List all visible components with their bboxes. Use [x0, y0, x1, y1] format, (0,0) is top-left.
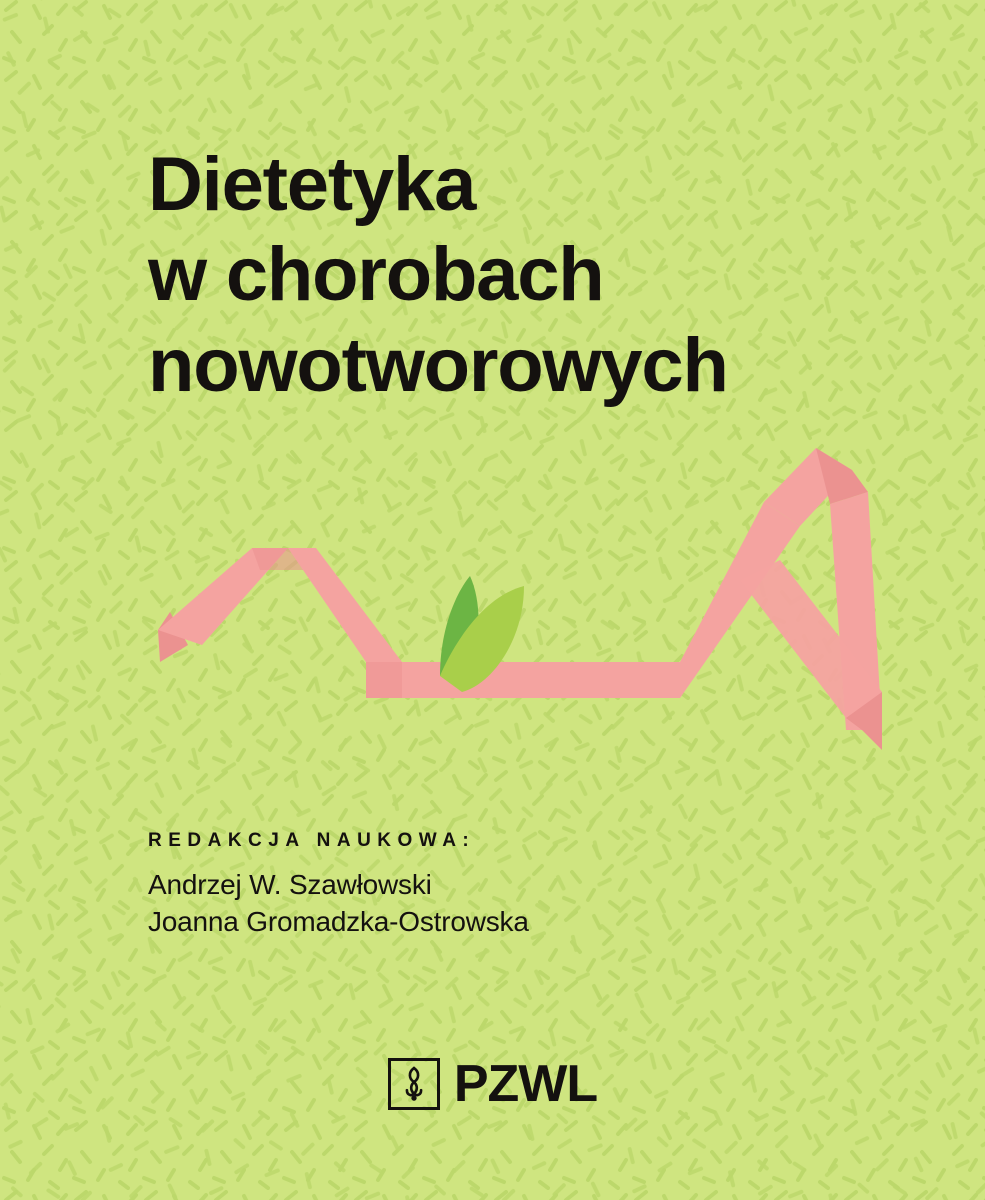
- editor-name-2: Joanna Gromadzka-Ostrowska: [148, 906, 529, 938]
- publisher-logo: [0, 1055, 985, 1113]
- title-line-2: w chorobach: [148, 232, 604, 318]
- title-line-1: Dietetyka: [148, 142, 476, 227]
- credits-label: REDAKCJA NAUKOWA:: [148, 830, 476, 851]
- title-line-3: nowotworowych: [148, 322, 728, 408]
- pzwl-emblem-icon: [388, 1058, 440, 1110]
- editor-name-1: Andrzej W. Szawłowski: [148, 869, 432, 900]
- publisher-name: PZWL: [453, 1055, 598, 1113]
- page-title: [148, 140, 908, 411]
- credits-block: [148, 830, 529, 940]
- awareness-ribbon-illustration: [140, 430, 900, 780]
